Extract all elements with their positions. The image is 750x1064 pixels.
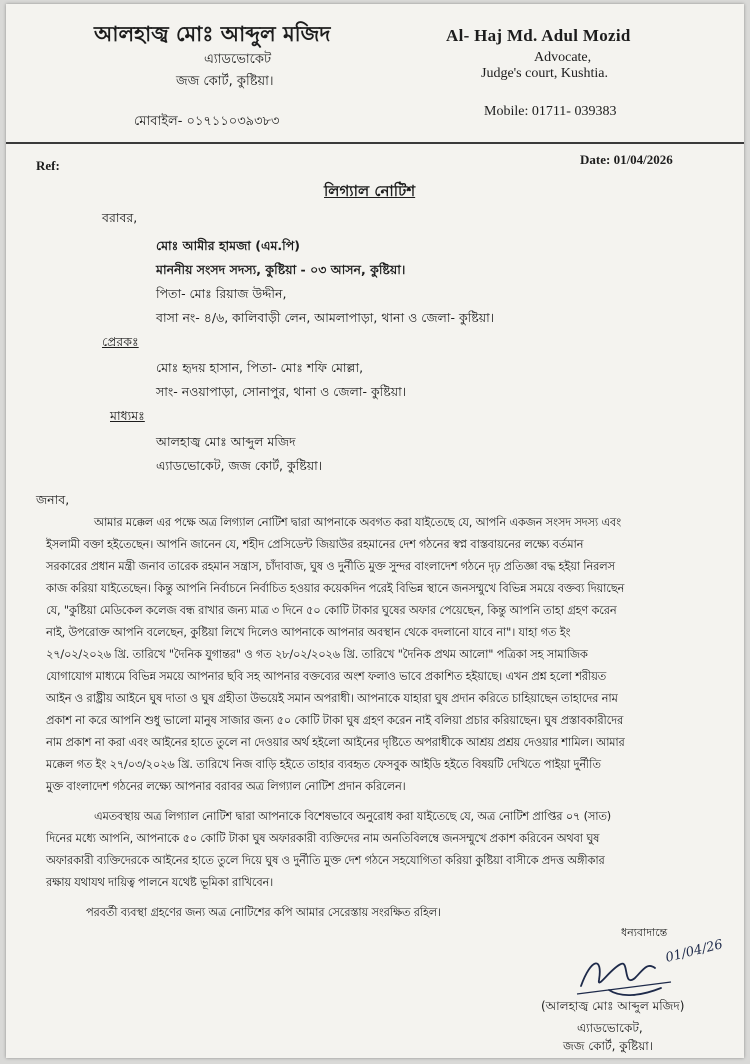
body-line: নাম প্রকাশ না করা এবং আইনের হাতে তুলে না দেওয়ার অর্থ হইলো আইনের দৃষ্টিতে অপরাধীকে আশ্রয় প্রশ্রয় দেওয়ার শামিল। আমার bbox=[46, 736, 625, 749]
sender-label: প্রেরকঃ bbox=[102, 334, 139, 349]
body-line: প্রকাশ না করে আপনি শুধু ভালো মানুষ সাজার জন্য ৫০ কোটি টাকা ঘুষ গ্রহণ করেন নাই বলিয়া প্রচার করিয়াছেন। ঘুষ প্রস্তাবকারীদের bbox=[46, 714, 624, 727]
body-line: নাই, উপরোক্ত আপনি বলেছেন, কুষ্টিয়া লিখে দিলেও আপনাকে আপনার অবস্থান থেকে বদলানো যাবে না"। যাহা গত ইং bbox=[46, 626, 571, 639]
letterhead-bengali-title: এ্যাডভোকেট bbox=[204, 52, 272, 67]
body-line: কাজ করিয়া যাইতেছেন। কিন্তু আপনি নির্বাচনে নির্বাচিত হওয়ার কয়েকদিন পরেই বিভিন্ন স্থানে জনসম্মুখে বিভিন্ন সময়ে বক্তব্য দিয়াছেন bbox=[46, 582, 625, 595]
letterhead-divider bbox=[6, 142, 744, 144]
body-line: আইন ও রাষ্ট্রীয় আইনে ঘুষ দাতা ও ঘুষ গ্রহীতা উভয়েই সমান অপরাধী। আপনাকে যাহারা ঘুষ প্রদান করিতে চাহিয়াছেন তাহাদের নাম bbox=[46, 692, 618, 705]
reference-label: Ref: bbox=[36, 158, 60, 173]
legal-notice-page bbox=[6, 4, 744, 1058]
body-line: মুক্ত বাংলাদেশ গঠনের লক্ষ্যে আপনার বরাবর অত্র লিগ্যাল নোটিশ প্রদান করিলেন। bbox=[46, 780, 406, 793]
letterhead-bengali-court: জজ কোর্ট, কুষ্টিয়া। bbox=[176, 74, 274, 89]
letterhead-bengali-mobile: মোবাইল- ০১৭১১০৩৯৩৮৩ bbox=[134, 114, 280, 129]
body-line: রক্ষায় যথাযথ দায়িত্ব পালনে যথেষ্ট ভূমিকা রাখিবেন। bbox=[46, 876, 274, 889]
signatory-name: (আলহাজ্ব মোঃ আব্দুল মজিদ) bbox=[541, 999, 685, 1013]
body-line: মক্কেল গত ইং ২৭/০৩/২০২৬ খ্রি. তারিখে নিজ বাড়ি হইতে তাহার ব্যবহৃত ফেসবুক আইডি হইতে বিষয়টি দেখিতে পাইয়া দুর্নীতি bbox=[46, 758, 601, 771]
via-label: মাধ্যমঃ bbox=[110, 408, 145, 423]
handwritten-date: 01/04/26 bbox=[664, 937, 725, 966]
recipient-father: পিতা- মোঃ রিয়াজ উদ্দীন, bbox=[156, 286, 287, 301]
signature-greeting: ধন্যবাদান্তে bbox=[621, 926, 668, 939]
body-line: ইসলামী বক্তা হইতেছেন। আপনি জানেন যে, শহীদ প্রেসিডেন্ট জিয়াউর রহমানের দেশ গঠনের স্বপ্ন বাস্তবায়নের লক্ষ্যে বর্তমান bbox=[46, 538, 584, 551]
notice-date: Date: 01/04/2026 bbox=[580, 152, 673, 167]
body-line: অফারকারী ব্যক্তিদেরকে আইনের হাতে তুলে দিয়ে ঘুষ ও দুর্নীতি মুক্ত দেশ গঠনে সহযোগিতা করিয়া কুষ্টিয়া বাসীকে প্রদত্ত অঙ্গীকার bbox=[46, 854, 605, 867]
body-line: ২৭/০২/২০২৬ খ্রি. তারিখে "দৈনিক যুগান্তর" ও গত ২৮/০২/২০২৬ খ্রি. তারিখে "দৈনিক প্রথম আলো" পত্রিকা সহ সামাজিক bbox=[46, 648, 588, 661]
closing-line: পরবর্তী ব্যবস্থা গ্রহণের জন্য অত্র নোটিশের কপি আমার সেরেস্তায় সংরক্ষিত রহিল। bbox=[86, 906, 441, 919]
recipient-label: বরাবর, bbox=[102, 210, 138, 225]
sender-address: সাং- নওয়াপাড়া, সোনাপুর, থানা ও জেলা- কুষ্টিয়া। bbox=[156, 384, 407, 399]
letterhead-english-name: Al- Haj Md. Adul Mozid bbox=[446, 26, 631, 45]
recipient-address: বাসা নং- ৪/৬, কালিবাড়ী লেন, আমলাপাড়া, থানা ও জেলা- কুষ্টিয়া। bbox=[156, 310, 495, 325]
body-line: যে, "কুষ্টিয়া মেডিকেল কলেজ বন্ধ রাখার জন্য মাত্র ৩ দিনে ৫০ কোটি টাকার ঘুষের অফার পেয়েছেন, কিন্তু আপনি তাহা গ্রহণ করেন bbox=[46, 604, 617, 617]
letterhead-english-mobile: Mobile: 01711- 039383 bbox=[484, 104, 617, 119]
signature-block bbox=[541, 924, 731, 1054]
recipient-designation: মাননীয় সংসদ সদস্য, কুষ্টিয়া - ০৩ আসন, কুষ্টিয়া। bbox=[156, 262, 406, 277]
salutation: জনাব, bbox=[36, 492, 70, 507]
letterhead-english-court: Judge's court, Kushtia. bbox=[481, 66, 608, 81]
notice-heading: লিগ্যাল নোটিশ bbox=[324, 182, 416, 200]
letterhead-bengali-name: আলহাজ্ব মোঃ আব্দুল মজিদ bbox=[94, 21, 331, 46]
signatory-title: এ্যাডভোকেট, bbox=[577, 1021, 643, 1035]
via-name: আলহাজ্ব মোঃ আব্দুল মজিদ bbox=[156, 434, 296, 449]
via-title: এ্যাডভোকেট, জজ কোর্ট, কুষ্টিয়া। bbox=[156, 458, 323, 473]
letterhead-english-title: Advocate, bbox=[534, 50, 592, 65]
body-line: আমার মক্কেল এর পক্ষে অত্র লিগ্যাল নোটিশ দ্বারা আপনাকে অবগত করা যাইতেছে যে, আপনি একজন সংসদ সদস্য এবং bbox=[94, 516, 621, 529]
recipient-name: মোঃ আমীর হামজা (এম.পি) bbox=[156, 238, 300, 253]
signatory-court: জজ কোর্ট, কুষ্টিয়া। bbox=[563, 1039, 654, 1053]
body-line: যোগাযোগ মাধ্যমে বিভিন্ন সময়ে আপনার ছবি সহ আপনার বক্তব্যের অংশ ফলাও ভাবে প্রকাশিত হইয়াছে। এখন প্রশ্ন হলো শরীয়ত bbox=[46, 670, 606, 683]
sender-name: মোঃ হৃদয় হাসান, পিতা- মোঃ শফি মোল্লা, bbox=[156, 360, 364, 375]
body-line: সরকারের প্রধান মন্ত্রী জনাব তারেক রহমান সন্ত্রাস, চাঁদাবাজ, ঘুষ ও দুর্নীতি মুক্ত সুন্দর বাংলাদেশ গঠনে দৃঢ় প্রতিজ্ঞা বদ্ধ হইয়া নিরলস bbox=[46, 560, 615, 573]
body-line: এমতবস্থায় অত্র লিগ্যাল নোটিশ দ্বারা আপনাকে বিশেষভাবে অনুরোধ করা যাইতেছে যে, অত্র নোটিশ প্রাপ্তির ০৭ (সাত) bbox=[94, 810, 612, 823]
body-line: দিনের মধ্যে আপনি, আপনাকে ৫০ কোটি টাকা ঘুষ অফারকারী ব্যক্তিদের নাম অনতিবিলম্বে জনসম্মুখে প্রকাশ করিবেন অথবা ঘুষ bbox=[46, 832, 600, 845]
